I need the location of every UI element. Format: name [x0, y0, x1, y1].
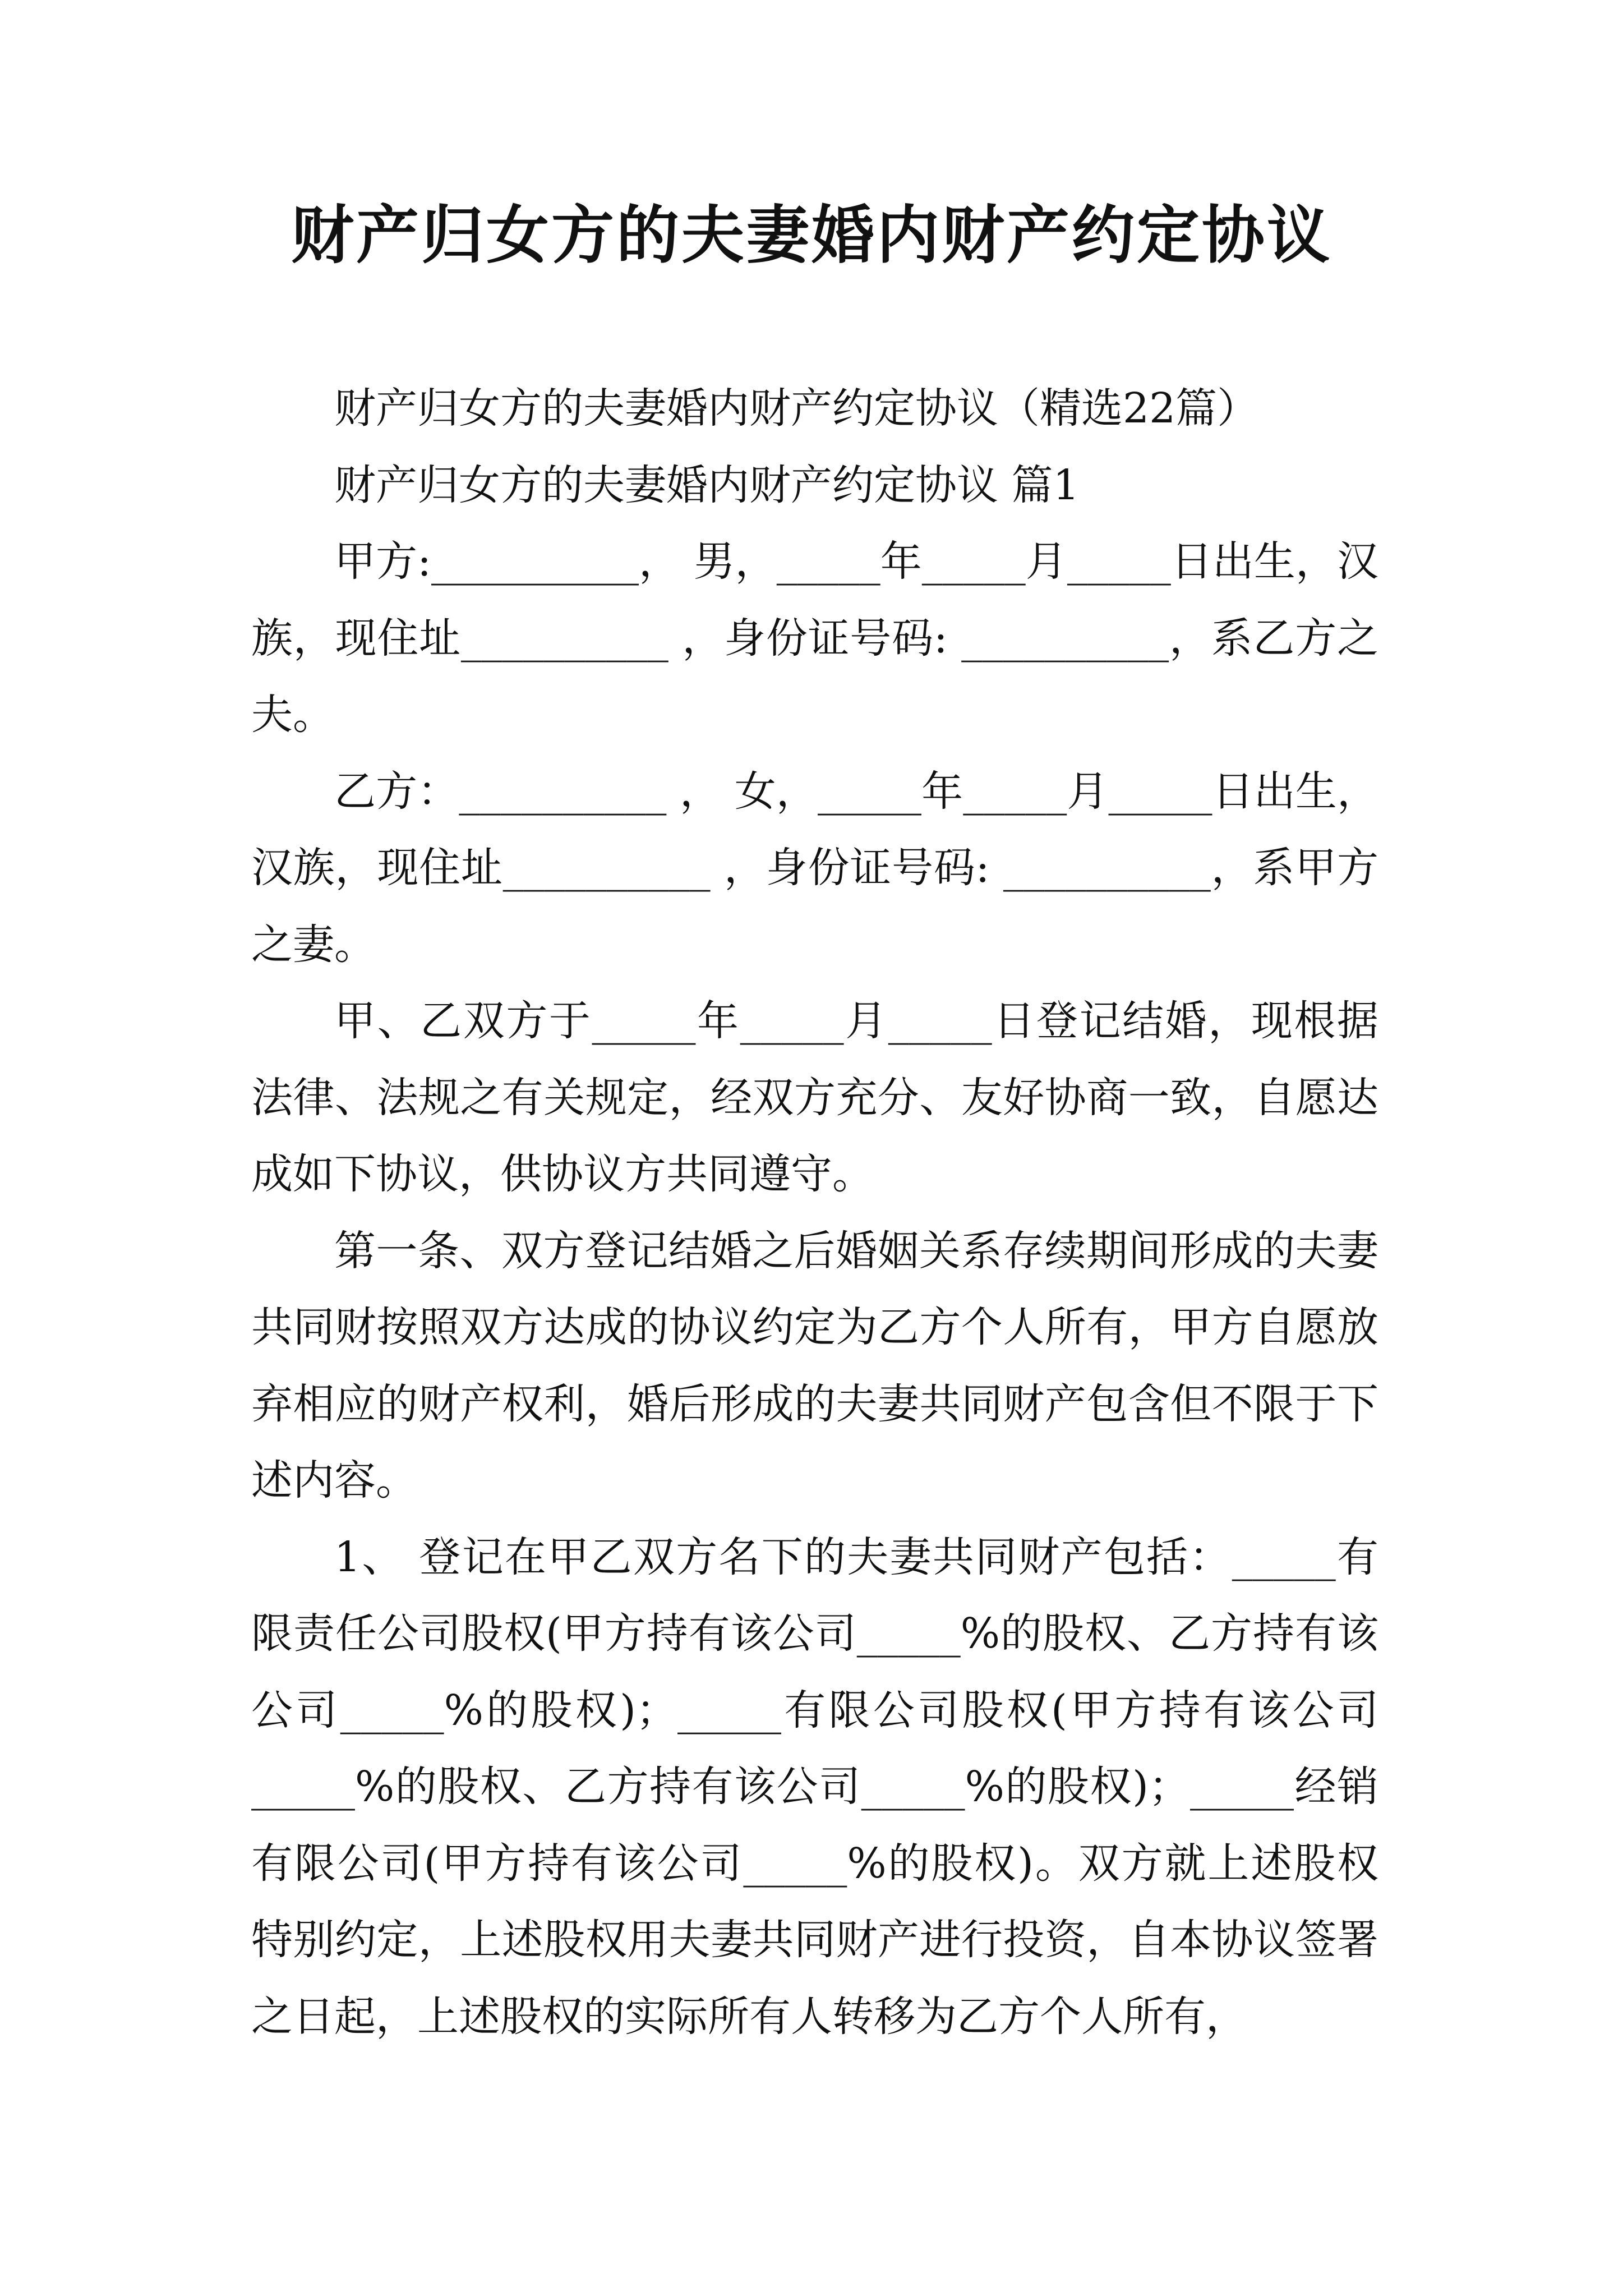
paragraph-subtitle: 财产归女方的夫妻婚内财产约定协议（精选22篇） [334, 384, 1259, 432]
paragraph-section-heading: 财产归女方的夫妻婚内财产约定协议 篇1 [334, 461, 1080, 509]
paragraph-article-1: 第一条、双方登记结婚之后婚姻关系存续期间形成的夫妻共同财按照双方达成的协议约定为乙方个人所有，甲方自愿放弃相应的财产权利，婚后形成的夫妻共同财产包含但不限于下述内容。 [251, 1226, 1378, 1504]
document-title: 财产归女方的夫妻婚内财产约定协议 [291, 199, 1332, 272]
paragraph-item-1: 1、 登记在甲乙双方名下的夫妻共同财产包括：_____有限责任公司股权(甲方持有该公司_____%的股权、乙方持有该公司_____%的股权)；_____有限公司股权(甲方持有该公司_____%的股权、乙方持有该公司_____%的股权)；_____经销有限公司(甲方持有该公司_____%的股权)。双方就上述股权特别约定，上述股权用夫妻共同财产进行投资，自本协议签署之日起，上述股权的实际所有人转移为乙方个人所有， [251, 1533, 1378, 2041]
paragraph-marriage-registration: 甲、乙双方于_____年_____月_____日登记结婚，现根据法律、法规之有关规定，经双方充分、友好协商一致，自愿达成如下协议，供协议方共同遵守。 [251, 997, 1378, 1198]
paragraph-party-b: 乙方：__________ ， 女，_____年_____月_____日出生，汉族，现住址__________ ，身份证号码: __________，系甲方之妻。 [251, 767, 1378, 969]
paragraph-party-a: 甲方:__________， 男，_____年_____月_____日出生，汉族，现住址__________ ，身份证号码: __________，系乙方之夫。 [251, 537, 1378, 739]
document-body [251, 370, 1378, 2055]
